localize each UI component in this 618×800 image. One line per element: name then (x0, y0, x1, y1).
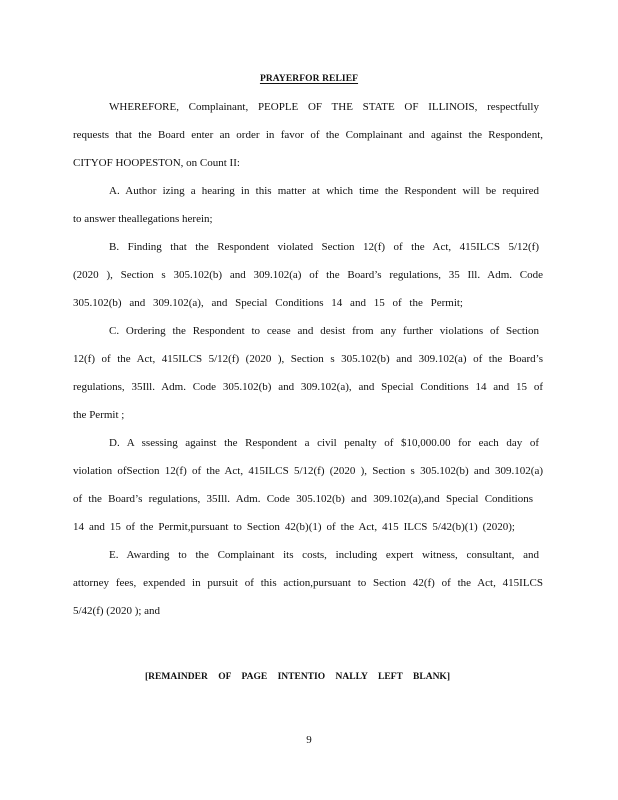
remainder-blank-note: [REMAINDER OF PAGE INTENTIO NALLY LEFT BLANK] (145, 672, 450, 682)
body-line: violation ofSection 12(f) of the Act, 415ILCS 5/12(f) (2020 ), Section s 305.102(b) and 309.102(a) (73, 465, 543, 477)
body-line: of the Board’s regulations, 35Ill. Adm. Code 305.102(b) and 309.102(a),and Special Conditions (73, 493, 533, 505)
body-line: attorney fees, expended in pursuit of this action,pursuant to Section 42(f) of the Act, 415ILCS (73, 577, 543, 589)
body-line: (2020 ), Section s 305.102(b) and 309.102(a) of the Board’s regulations, 35 Ill. Adm. Code (73, 269, 543, 281)
body-line: B. Finding that the Respondent violated Section 12(f) of the Act, 415ILCS 5/12(f) (109, 241, 539, 253)
body-line: 12(f) of the Act, 415ILCS 5/12(f) (2020 ), Section s 305.102(b) and 309.102(a) of the Board’s (73, 353, 543, 365)
body-line: 14 and 15 of the Permit,pursuant to Section 42(b)(1) of the Act, 415 ILCS 5/42(b)(1) (2020); (73, 521, 515, 533)
body-line: to answer theallegations herein; (73, 213, 213, 225)
body-line: E. Awarding to the Complainant its costs, including expert witness, consultant, and (109, 549, 539, 561)
body-line: C. Ordering the Respondent to cease and desist from any further violations of Section (109, 325, 539, 337)
section-heading-text: PRAYERFOR RELIEF (259, 74, 359, 84)
body-line: regulations, 35Ill. Adm. Code 305.102(b) and 309.102(a), and Special Conditions 14 and 15 of (73, 381, 543, 393)
section-heading (0, 74, 618, 84)
body-line: A. Author izing a hearing in this matter at which time the Respondent will be required (109, 185, 539, 197)
page-number: 9 (306, 734, 312, 746)
body-line: 305.102(b) and 309.102(a), and Special Conditions 14 and 15 of the Permit; (73, 297, 463, 309)
body-line: WHEREFORE, Complainant, PEOPLE OF THE STATE OF ILLINOIS, respectfully (109, 101, 539, 113)
body-line: D. A ssessing against the Respondent a civil penalty of $10,000.00 for each day of (109, 437, 539, 449)
body-line: the Permit ; (73, 409, 125, 421)
body-line: requests that the Board enter an order in favor of the Complainant and against the Respondent, (73, 129, 543, 141)
body-line: 5/42(f) (2020 ); and (73, 605, 161, 617)
body-line: CITYOF HOOPESTON, on Count II: (73, 157, 240, 169)
